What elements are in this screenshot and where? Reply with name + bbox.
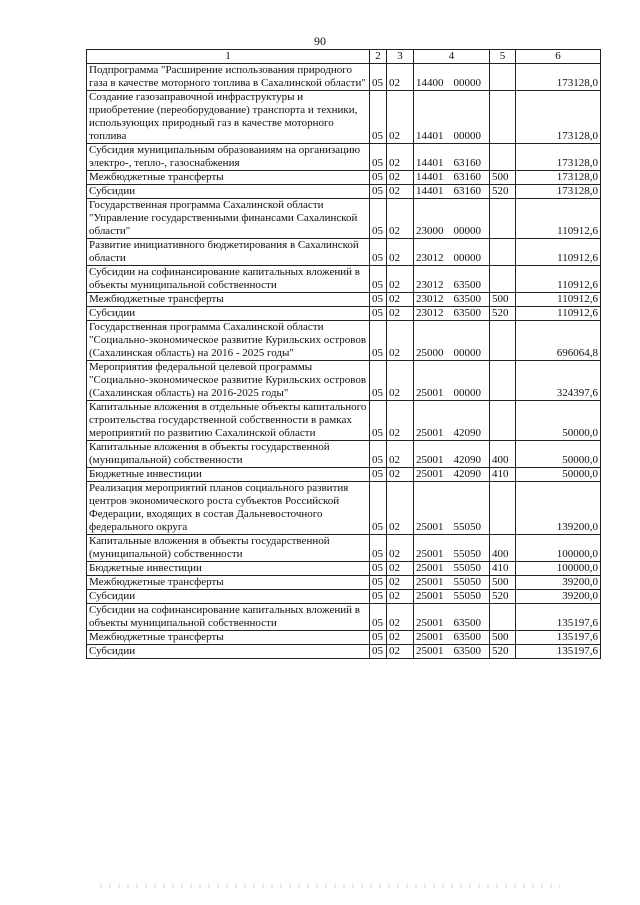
direction-code: 55050 [453, 548, 481, 560]
program-code: 14401 [416, 171, 444, 183]
target-article-cell [414, 482, 490, 535]
program-code: 25001 [416, 590, 444, 602]
direction-code: 63500 [453, 617, 481, 629]
expense-type-cell [490, 321, 516, 361]
table-row [87, 171, 601, 185]
target-article-cell [414, 307, 490, 321]
section-code-cell: 05 [370, 91, 387, 144]
expense-type-cell: 410 [490, 468, 516, 482]
program-code: 14400 [416, 77, 444, 89]
expense-type-cell [490, 64, 516, 91]
table-row [87, 631, 601, 645]
amount-cell: 100000,0 [516, 562, 601, 576]
program-code: 25001 [416, 387, 444, 399]
subsection-code-cell: 02 [387, 185, 414, 199]
direction-code: 00000 [453, 347, 481, 359]
target-article-cell [414, 631, 490, 645]
expense-type-cell [490, 239, 516, 266]
amount-cell: 50000,0 [516, 441, 601, 468]
section-code-cell: 05 [370, 144, 387, 171]
subsection-code-cell: 02 [387, 441, 414, 468]
subsection-code-cell: 02 [387, 64, 414, 91]
section-code-cell: 05 [370, 266, 387, 293]
subsection-code-cell: 02 [387, 535, 414, 562]
subsection-code-cell: 02 [387, 266, 414, 293]
direction-code: 00000 [453, 387, 481, 399]
section-code-cell: 05 [370, 562, 387, 576]
target-article-cell [414, 266, 490, 293]
program-code: 25001 [416, 521, 444, 533]
direction-code: 63500 [453, 307, 481, 319]
expense-type-cell [490, 144, 516, 171]
subsection-code-cell: 02 [387, 321, 414, 361]
program-code: 23012 [416, 307, 444, 319]
amount-cell: 39200,0 [516, 576, 601, 590]
column-header: 5 [490, 50, 516, 64]
table-row [87, 185, 601, 199]
section-code-cell: 05 [370, 604, 387, 631]
section-code-cell: 05 [370, 64, 387, 91]
section-code-cell: 05 [370, 468, 387, 482]
column-header: 4 [414, 50, 490, 64]
target-article-cell [414, 535, 490, 562]
table-row [87, 64, 601, 91]
table-row [87, 590, 601, 604]
table-row [87, 576, 601, 590]
target-article-cell [414, 361, 490, 401]
expense-type-cell [490, 266, 516, 293]
amount-cell: 39200,0 [516, 590, 601, 604]
item-name-cell: Субсидии [87, 590, 370, 604]
amount-cell: 696064,8 [516, 321, 601, 361]
section-code-cell: 05 [370, 199, 387, 239]
item-name-cell: Субсидии на софинансирование капитальных вложений в объекты муниципальной собственности [87, 266, 370, 293]
item-name-cell: Субсидии [87, 307, 370, 321]
item-name-cell: Реализация мероприятий планов социального развития центров экономического роста субъектов Российской Федерации, входящих в состав Дальневосточного федерального округа [87, 482, 370, 535]
program-code: 25001 [416, 576, 444, 588]
amount-cell: 110912,6 [516, 293, 601, 307]
target-article-cell [414, 590, 490, 604]
program-code: 25001 [416, 562, 444, 574]
scan-artifact [100, 884, 560, 888]
section-code-cell: 05 [370, 307, 387, 321]
expense-type-cell [490, 401, 516, 441]
amount-cell: 110912,6 [516, 266, 601, 293]
table-row [87, 535, 601, 562]
direction-code: 55050 [453, 590, 481, 602]
program-code: 14401 [416, 185, 444, 197]
direction-code: 55050 [453, 576, 481, 588]
item-name-cell: Создание газозаправочной инфраструктуры и приобретение (переоборудование) транспорта и техники, использующих природный газ в качестве моторного топлива [87, 91, 370, 144]
expense-type-cell [490, 199, 516, 239]
program-code: 25001 [416, 427, 444, 439]
subsection-code-cell: 02 [387, 144, 414, 171]
target-article-cell [414, 144, 490, 171]
column-header: 1 [87, 50, 370, 64]
expense-type-cell: 500 [490, 631, 516, 645]
amount-cell: 139200,0 [516, 482, 601, 535]
table-row [87, 482, 601, 535]
expense-type-cell: 500 [490, 171, 516, 185]
item-name-cell: Субсидии на софинансирование капитальных вложений в объекты муниципальной собственности [87, 604, 370, 631]
target-article-cell [414, 604, 490, 631]
amount-cell: 135197,6 [516, 631, 601, 645]
item-name-cell: Капитальные вложения в объекты государственной (муниципальной) собственности [87, 441, 370, 468]
item-name-cell: Мероприятия федеральной целевой программы "Социально-экономическое развитие Курильских островов (Сахалинская область) на 2016-2025 годы" [87, 361, 370, 401]
section-code-cell: 05 [370, 645, 387, 659]
table-row [87, 562, 601, 576]
expense-type-cell: 520 [490, 590, 516, 604]
target-article-cell [414, 185, 490, 199]
table-row [87, 266, 601, 293]
table-header-row [87, 50, 601, 64]
section-code-cell: 05 [370, 171, 387, 185]
table-row [87, 144, 601, 171]
item-name-cell: Субсидии [87, 185, 370, 199]
target-article-cell [414, 321, 490, 361]
program-code: 25000 [416, 347, 444, 359]
item-name-cell: Капитальные вложения в объекты государственной (муниципальной) собственности [87, 535, 370, 562]
subsection-code-cell: 02 [387, 239, 414, 266]
direction-code: 42090 [453, 427, 481, 439]
subsection-code-cell: 02 [387, 199, 414, 239]
section-code-cell: 05 [370, 239, 387, 266]
budget-table [86, 49, 601, 659]
column-header: 3 [387, 50, 414, 64]
amount-cell: 173128,0 [516, 64, 601, 91]
target-article-cell [414, 199, 490, 239]
subsection-code-cell: 02 [387, 604, 414, 631]
expense-type-cell [490, 91, 516, 144]
column-header: 2 [370, 50, 387, 64]
subsection-code-cell: 02 [387, 590, 414, 604]
table-row [87, 307, 601, 321]
page-number: 90 [314, 34, 326, 48]
direction-code: 63500 [453, 631, 481, 643]
section-code-cell: 05 [370, 576, 387, 590]
amount-cell: 173128,0 [516, 171, 601, 185]
amount-cell: 50000,0 [516, 468, 601, 482]
item-name-cell: Межбюджетные трансферты [87, 171, 370, 185]
program-code: 23012 [416, 252, 444, 264]
item-name-cell: Капитальные вложения в отдельные объекты капитального строительства государственной собственности в рамках мероприятий по развитию Сахалинской области [87, 401, 370, 441]
expense-type-cell: 410 [490, 562, 516, 576]
table-row [87, 441, 601, 468]
direction-code: 63160 [453, 171, 481, 183]
program-code: 25001 [416, 631, 444, 643]
target-article-cell [414, 562, 490, 576]
direction-code: 63500 [453, 279, 481, 291]
program-code: 14401 [416, 157, 444, 169]
table-row [87, 401, 601, 441]
expense-type-cell [490, 361, 516, 401]
item-name-cell: Межбюджетные трансферты [87, 293, 370, 307]
amount-cell: 135197,6 [516, 604, 601, 631]
direction-code: 63160 [453, 157, 481, 169]
amount-cell: 110912,6 [516, 239, 601, 266]
amount-cell: 110912,6 [516, 307, 601, 321]
target-article-cell [414, 441, 490, 468]
program-code: 23012 [416, 279, 444, 291]
section-code-cell: 05 [370, 361, 387, 401]
subsection-code-cell: 02 [387, 293, 414, 307]
table-row [87, 645, 601, 659]
program-code: 23000 [416, 225, 444, 237]
section-code-cell: 05 [370, 631, 387, 645]
subsection-code-cell: 02 [387, 576, 414, 590]
target-article-cell [414, 401, 490, 441]
table-row [87, 321, 601, 361]
amount-cell: 135197,6 [516, 645, 601, 659]
amount-cell: 173128,0 [516, 91, 601, 144]
item-name-cell: Бюджетные инвестиции [87, 562, 370, 576]
target-article-cell [414, 239, 490, 266]
direction-code: 55050 [453, 562, 481, 574]
item-name-cell: Государственная программа Сахалинской области "Социально-экономическое развитие Курильских островов (Сахалинская область) на 2016 - 2025 годы" [87, 321, 370, 361]
column-header: 6 [516, 50, 601, 64]
direction-code: 00000 [453, 130, 481, 142]
expense-type-cell: 400 [490, 441, 516, 468]
section-code-cell: 05 [370, 535, 387, 562]
direction-code: 00000 [453, 77, 481, 89]
subsection-code-cell: 02 [387, 171, 414, 185]
item-name-cell: Межбюджетные трансферты [87, 576, 370, 590]
subsection-code-cell: 02 [387, 482, 414, 535]
direction-code: 63500 [453, 293, 481, 305]
subsection-code-cell: 02 [387, 307, 414, 321]
amount-cell: 324397,6 [516, 361, 601, 401]
section-code-cell: 05 [370, 321, 387, 361]
table-row [87, 199, 601, 239]
target-article-cell [414, 576, 490, 590]
target-article-cell [414, 645, 490, 659]
program-code: 25001 [416, 548, 444, 560]
amount-cell: 110912,6 [516, 199, 601, 239]
amount-cell: 173128,0 [516, 144, 601, 171]
direction-code: 00000 [453, 252, 481, 264]
table-row [87, 91, 601, 144]
expense-type-cell: 520 [490, 645, 516, 659]
section-code-cell: 05 [370, 401, 387, 441]
program-code: 25001 [416, 454, 444, 466]
target-article-cell [414, 64, 490, 91]
program-code: 25001 [416, 468, 444, 480]
expense-type-cell [490, 604, 516, 631]
table-row [87, 468, 601, 482]
subsection-code-cell: 02 [387, 562, 414, 576]
direction-code: 42090 [453, 468, 481, 480]
direction-code: 00000 [453, 225, 481, 237]
subsection-code-cell: 02 [387, 631, 414, 645]
section-code-cell: 05 [370, 185, 387, 199]
expense-type-cell: 400 [490, 535, 516, 562]
item-name-cell: Государственная программа Сахалинской области "Управление государственными финансами Сахалинской области" [87, 199, 370, 239]
expense-type-cell: 500 [490, 293, 516, 307]
table-row [87, 361, 601, 401]
item-name-cell: Субсидии [87, 645, 370, 659]
direction-code: 42090 [453, 454, 481, 466]
direction-code: 63160 [453, 185, 481, 197]
section-code-cell: 05 [370, 590, 387, 604]
table-row [87, 293, 601, 307]
table-row [87, 239, 601, 266]
expense-type-cell: 520 [490, 307, 516, 321]
amount-cell: 100000,0 [516, 535, 601, 562]
expense-type-cell: 500 [490, 576, 516, 590]
subsection-code-cell: 02 [387, 91, 414, 144]
direction-code: 55050 [453, 521, 481, 533]
direction-code: 63500 [453, 645, 481, 657]
subsection-code-cell: 02 [387, 468, 414, 482]
section-code-cell: 05 [370, 441, 387, 468]
target-article-cell [414, 293, 490, 307]
subsection-code-cell: 02 [387, 361, 414, 401]
expense-type-cell [490, 482, 516, 535]
target-article-cell [414, 468, 490, 482]
expense-type-cell: 520 [490, 185, 516, 199]
section-code-cell: 05 [370, 293, 387, 307]
table-row [87, 604, 601, 631]
target-article-cell [414, 171, 490, 185]
section-code-cell: 05 [370, 482, 387, 535]
item-name-cell: Межбюджетные трансферты [87, 631, 370, 645]
subsection-code-cell: 02 [387, 401, 414, 441]
program-code: 25001 [416, 617, 444, 629]
amount-cell: 173128,0 [516, 185, 601, 199]
amount-cell: 50000,0 [516, 401, 601, 441]
target-article-cell [414, 91, 490, 144]
program-code: 25001 [416, 645, 444, 657]
item-name-cell: Субсидия муниципальным образованиям на организацию электро-, тепло-, газоснабжения [87, 144, 370, 171]
item-name-cell: Подпрограмма "Расширение использования природного газа в качестве моторного топлива в Сахалинской области" [87, 64, 370, 91]
subsection-code-cell: 02 [387, 645, 414, 659]
program-code: 14401 [416, 130, 444, 142]
program-code: 23012 [416, 293, 444, 305]
item-name-cell: Бюджетные инвестиции [87, 468, 370, 482]
item-name-cell: Развитие инициативного бюджетирования в Сахалинской области [87, 239, 370, 266]
